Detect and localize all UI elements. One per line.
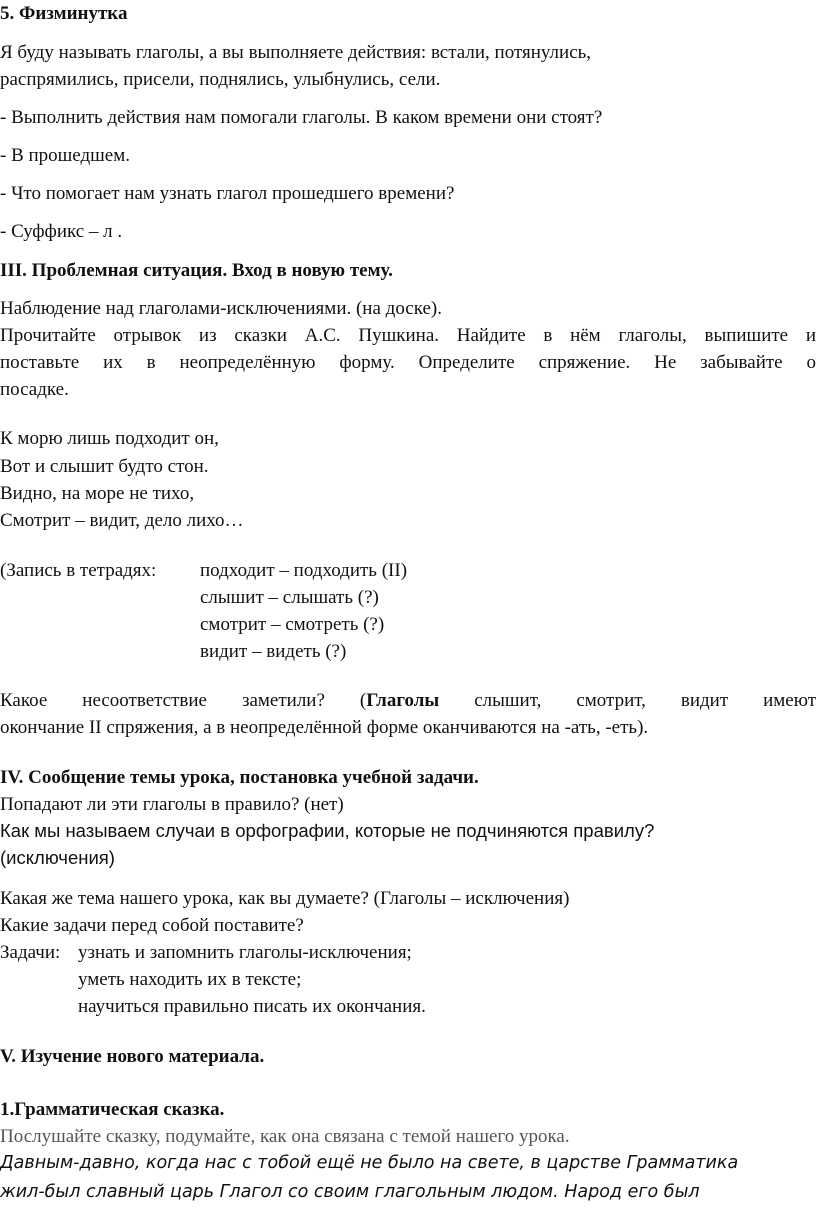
poem-line: Видно, на море не тихо,: [0, 483, 195, 504]
mismatch-line: [0, 689, 816, 713]
mismatch-rest: слышит, смотрит, видит имеют: [439, 690, 816, 711]
section-heading-fizminutka: 5. Физминутка: [0, 3, 128, 24]
task-line: посадке.: [0, 379, 69, 400]
tasks-label: Задачи:: [0, 942, 61, 963]
answer-line: - В прошедшем.: [0, 145, 130, 166]
paragraph-line: распрямились, присели, поднялись, улыбнулись, сели.: [0, 69, 441, 90]
question-line: Как мы называем случаи в орфографии, которые не подчиняются правилу?: [0, 820, 655, 841]
answer-line: - Суффикс – л .: [0, 221, 123, 242]
question-line: Попадают ли эти глаголы в правило? (нет): [0, 794, 344, 815]
tale-line: жил-был славный царь Глагол со своим глагольным людом. Народ его был: [0, 1182, 700, 1202]
notebook-item: видит – видеть (?): [200, 641, 347, 662]
task-item: узнать и запомнить глаголы-исключения;: [78, 942, 412, 963]
task-line: Прочитайте отрывок из сказки А.С. Пушкина. Найдите в нём глаголы, выпишите и: [0, 325, 816, 346]
answer-line: (исключения): [0, 847, 115, 868]
notebook-label: (Запись в тетрадях:: [0, 560, 157, 581]
subsection-heading-tale: 1.Грамматическая сказка.: [0, 1099, 225, 1120]
paragraph-line: Я буду называть глаголы, а вы выполняете действия: встали, потянулись,: [0, 42, 592, 63]
poem-line: Смотрит – видит, дело лихо…: [0, 510, 244, 531]
question-line: - Выполнить действия нам помогали глаголы. В каком времени они стоят?: [0, 107, 603, 128]
poem-line: Вот и слышит будто стон.: [0, 456, 209, 477]
question-line: Какая же тема нашего урока, как вы думаете? (Глаголы – исключения): [0, 888, 570, 909]
mismatch-bold-word: Глаголы: [366, 690, 440, 711]
poem-line: К морю лишь подходит он,: [0, 428, 219, 449]
mismatch-question: Какое несоответствие заметили? (: [0, 690, 367, 711]
instruction-line: Послушайте сказку, подумайте, как она связана с темой нашего урока.: [0, 1126, 570, 1147]
notebook-item: подходит – подходить (II): [200, 560, 408, 581]
notebook-item: слышит – слышать (?): [200, 587, 379, 608]
notebook-item: смотрит – смотреть (?): [200, 614, 385, 635]
section-heading-topic: IV. Сообщение темы урока, постановка учебной задачи.: [0, 767, 479, 788]
section-heading-problem: III. Проблемная ситуация. Вход в новую тему.: [0, 260, 393, 281]
task-item: научиться правильно писать их окончания.: [78, 996, 426, 1017]
observation-line: Наблюдение над глаголами-исключениями. (на доске).: [0, 298, 443, 319]
task-item: уметь находить их в тексте;: [78, 969, 302, 990]
question-line: - Что помогает нам узнать глагол прошедшего времени?: [0, 183, 455, 204]
section-heading-new-material: V. Изучение нового материала.: [0, 1046, 265, 1067]
task-line: поставьте их в неопределённую форму. Определите спряжение. Не забывайте о: [0, 352, 816, 373]
mismatch-line-2: окончание II спряжения, а в неопределённой форме оканчиваются на -ать, -еть).: [0, 717, 649, 738]
question-line: Какие задачи перед собой поставите?: [0, 915, 304, 936]
tale-line: Давным-давно, когда нас с тобой ещё не было на свете, в царстве Грамматика: [0, 1153, 739, 1173]
